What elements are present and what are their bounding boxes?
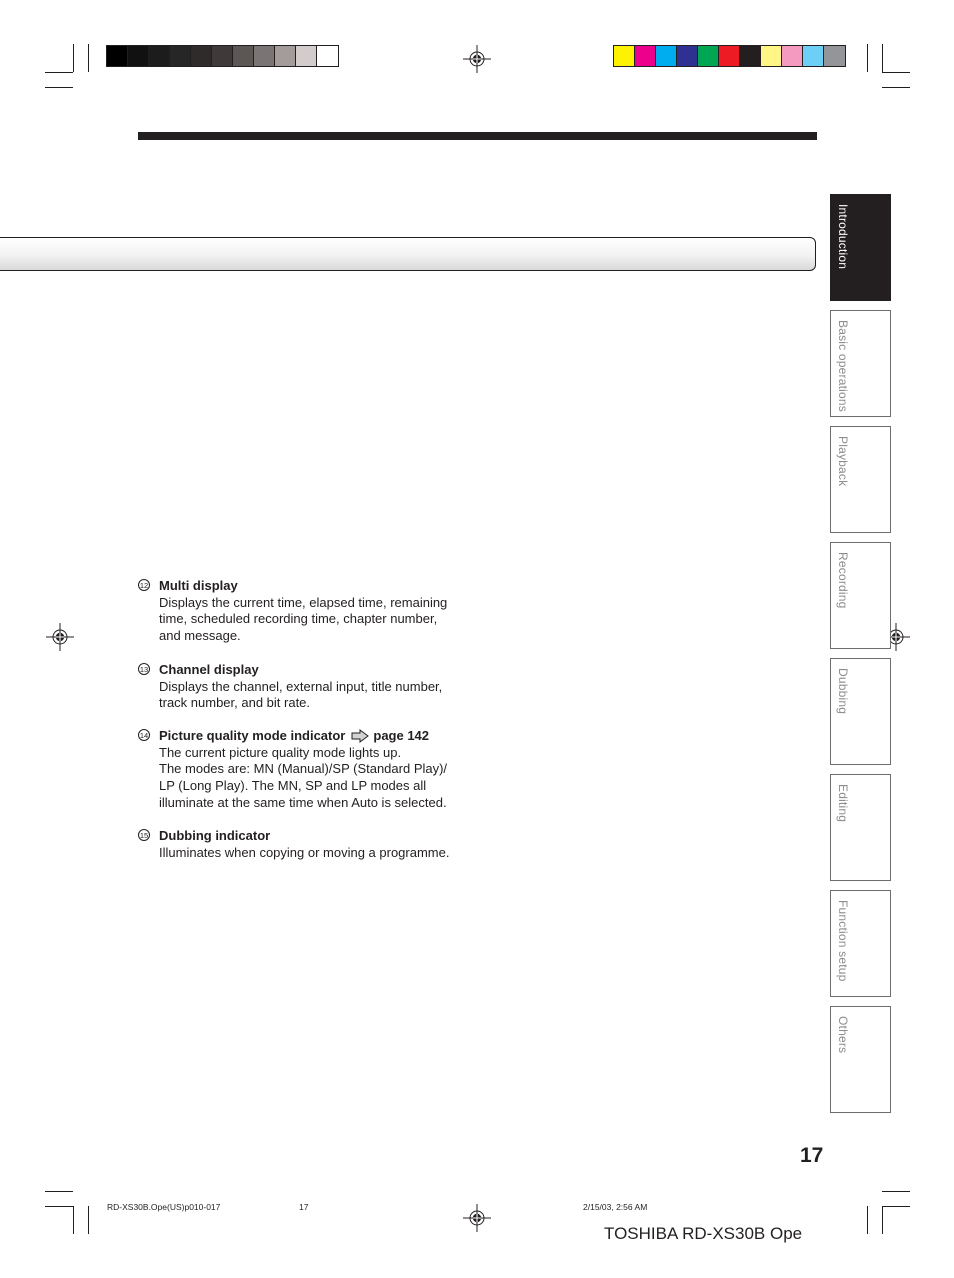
list-item — [138, 728, 478, 812]
item-title: Channel display — [159, 662, 259, 677]
color-swatch — [296, 46, 317, 66]
crop-mark — [45, 87, 73, 88]
crop-mark — [882, 72, 910, 73]
tab-label: Introduction — [836, 204, 850, 270]
tab-dubbing[interactable] — [830, 658, 891, 765]
crop-mark — [73, 1206, 74, 1234]
crop-mark — [73, 44, 74, 72]
item-number: 13 — [139, 665, 149, 674]
item-text: The current picture quality mode lights up. — [159, 744, 402, 760]
item-text: Illuminates when copying or moving a programme. — [159, 844, 450, 860]
tab-function-setup[interactable] — [830, 890, 891, 997]
item-text: Displays the channel, external input, title number, — [159, 678, 443, 694]
color-swatch — [233, 46, 254, 66]
header-rule — [138, 132, 817, 140]
color-swatch — [740, 46, 761, 66]
tab-basic-operations[interactable] — [830, 310, 891, 417]
crop-mark — [88, 1206, 89, 1234]
list-item — [138, 828, 478, 861]
item-text: illuminate at the same time when Auto is selected. — [159, 794, 447, 810]
color-swatch — [170, 46, 191, 66]
crop-mark — [882, 1206, 910, 1207]
tab-others[interactable] — [830, 1006, 891, 1113]
color-swatch — [275, 46, 296, 66]
item-text: LP (Long Play). The MN, SP and LP modes all — [159, 778, 427, 794]
tab-label: Playback — [836, 436, 850, 487]
tab-recording[interactable] — [830, 542, 891, 649]
crop-mark — [45, 1191, 73, 1192]
color-swatch — [719, 46, 740, 66]
tab-label: Editing — [836, 784, 850, 823]
color-swatch — [635, 46, 656, 66]
color-swatch — [656, 46, 677, 66]
color-swatch — [761, 46, 782, 66]
color-swatch — [128, 46, 149, 66]
tab-label: Basic operations — [836, 320, 850, 412]
color-swatch — [803, 46, 824, 66]
crop-mark — [882, 87, 910, 88]
list-item — [138, 662, 478, 712]
registration-mark-icon — [46, 623, 74, 651]
item-number: 15 — [139, 831, 149, 840]
color-swatch — [149, 46, 170, 66]
crop-mark — [88, 44, 89, 72]
section-header-bar — [0, 237, 816, 271]
crop-mark — [867, 44, 868, 72]
crop-mark — [867, 1206, 868, 1234]
slug-timestamp: 2/15/03, 2:56 AM — [583, 1202, 648, 1212]
page-number: 17 — [800, 1144, 824, 1167]
tab-label: Dubbing — [836, 668, 850, 715]
item-text: and message. — [159, 628, 241, 644]
item-text: time, scheduled recording time, chapter number, — [159, 611, 438, 627]
slug-file: RD-XS30B.Ope(US)p010-017 — [107, 1202, 221, 1212]
item-title: Dubbing indicator — [159, 828, 271, 843]
item-text: track number, and bit rate. — [159, 695, 311, 711]
registration-mark-icon — [463, 1204, 491, 1232]
footer-title: TOSHIBA RD-XS30B Ope — [604, 1224, 803, 1243]
item-number: 12 — [139, 581, 149, 590]
slug-page: 17 — [299, 1202, 309, 1212]
tab-label: Function setup — [836, 900, 850, 982]
color-swatch — [191, 46, 212, 66]
color-swatch — [317, 46, 338, 66]
color-swatch — [698, 46, 719, 66]
item-number: 14 — [139, 731, 149, 740]
color-swatch — [782, 46, 803, 66]
crop-mark — [45, 72, 73, 73]
tab-label: Recording — [836, 552, 850, 609]
process-color-bar — [613, 45, 846, 67]
tab-label: Others — [836, 1016, 850, 1054]
crop-mark — [882, 1206, 883, 1234]
color-swatch — [677, 46, 698, 66]
page-reference-link[interactable]: page 142 — [373, 728, 430, 743]
item-title: Picture quality mode indicator — [159, 728, 346, 743]
crop-mark — [882, 44, 883, 72]
tab-playback[interactable] — [830, 426, 891, 533]
list-item — [138, 578, 478, 645]
registration-mark-icon — [463, 45, 491, 73]
color-swatch — [212, 46, 233, 66]
page-reference-arrow-icon — [351, 729, 369, 743]
item-title: Multi display — [159, 578, 238, 593]
crop-mark — [882, 1191, 910, 1192]
color-swatch — [614, 46, 635, 66]
color-swatch — [107, 46, 128, 66]
crop-mark — [45, 1206, 73, 1207]
item-text: Displays the current time, elapsed time, remaining — [159, 594, 448, 610]
item-text: The modes are: MN (Manual)/SP (Standard Play)/ — [159, 761, 448, 777]
color-swatch — [824, 46, 845, 66]
grayscale-color-bar — [106, 45, 339, 67]
tab-editing[interactable] — [830, 774, 891, 881]
color-swatch — [254, 46, 275, 66]
tab-introduction[interactable] — [830, 194, 891, 301]
